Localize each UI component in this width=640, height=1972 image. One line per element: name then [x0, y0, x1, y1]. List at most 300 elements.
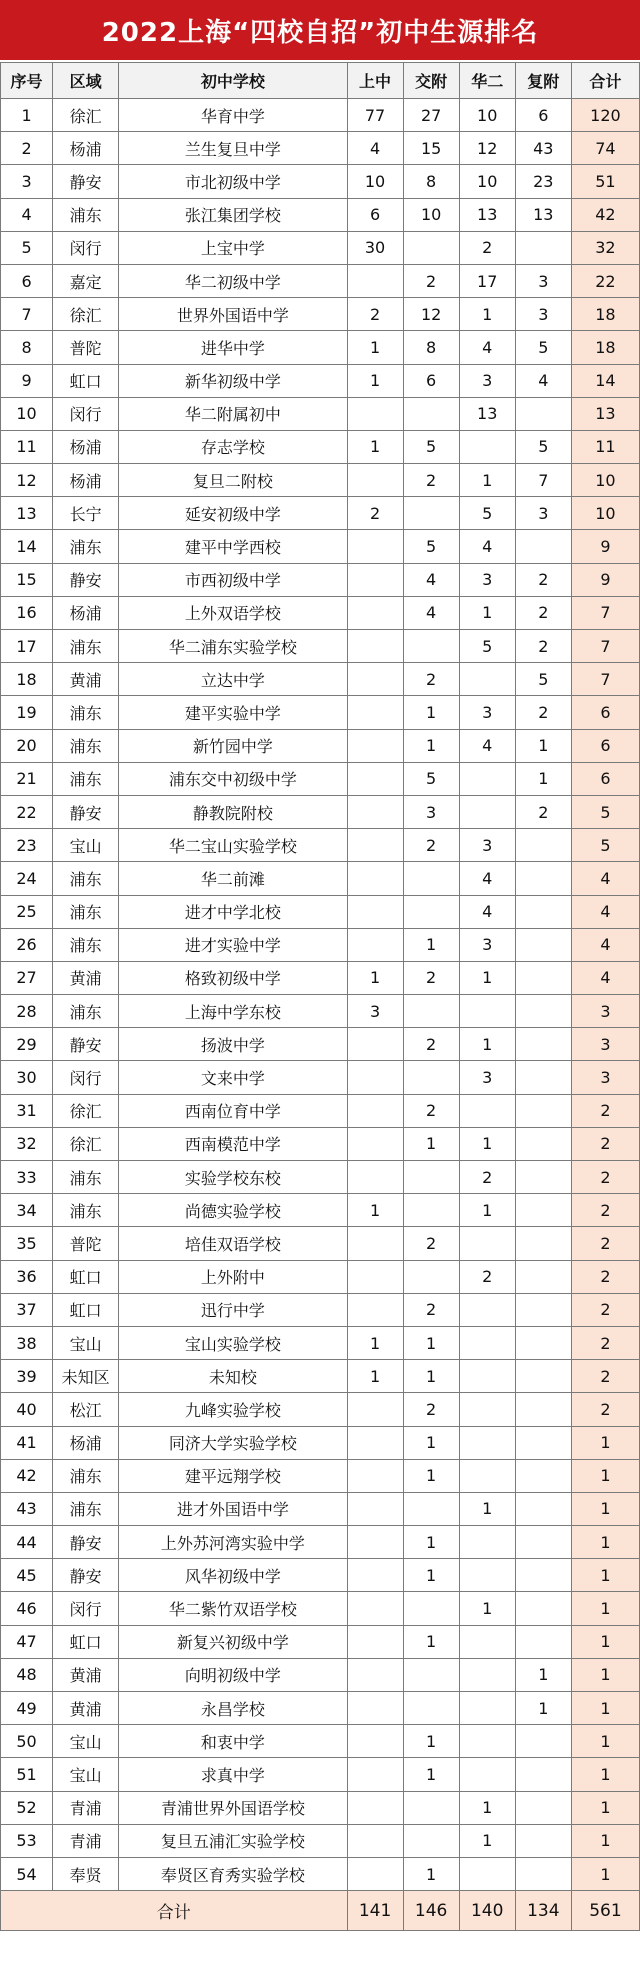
cell-school: 扬波中学 [119, 1028, 347, 1061]
cell-district: 浦东 [53, 928, 119, 961]
cell-jiaofu: 5 [403, 530, 459, 563]
table-row [1, 231, 640, 264]
cell-shangzhong [347, 1161, 403, 1194]
cell-district: 黄浦 [53, 1658, 119, 1691]
cell-shangzhong [347, 1658, 403, 1691]
table-row [1, 99, 640, 132]
cell-huaer [459, 1360, 515, 1393]
cell-total: 1 [571, 1625, 639, 1658]
cell-total: 2 [571, 1194, 639, 1227]
cell-total: 6 [571, 762, 639, 795]
cell-huaer: 10 [459, 99, 515, 132]
table-row [1, 198, 640, 231]
cell-district: 浦东 [53, 1459, 119, 1492]
cell-huaer: 3 [459, 1061, 515, 1094]
cell-total: 1 [571, 1559, 639, 1592]
cell-no: 15 [1, 563, 53, 596]
cell-total: 1 [571, 1658, 639, 1691]
cell-huaer [459, 795, 515, 828]
cell-total: 10 [571, 464, 639, 497]
cell-huaer [459, 1758, 515, 1791]
cell-school: 复旦二附校 [119, 464, 347, 497]
cell-no: 45 [1, 1559, 53, 1592]
cell-shangzhong [347, 795, 403, 828]
table-header [1, 63, 640, 99]
cell-no: 28 [1, 995, 53, 1028]
cell-total: 10 [571, 497, 639, 530]
cell-no: 41 [1, 1426, 53, 1459]
cell-district: 宝山 [53, 829, 119, 862]
cell-district: 闵行 [53, 397, 119, 430]
table-row [1, 1459, 640, 1492]
cell-no: 40 [1, 1393, 53, 1426]
cell-school: 浦东交中初级中学 [119, 762, 347, 795]
cell-district: 闵行 [53, 231, 119, 264]
table-row [1, 1360, 640, 1393]
cell-huaer: 1 [459, 1492, 515, 1525]
cell-school: 奉贤区育秀实验学校 [119, 1857, 347, 1890]
cell-shangzhong [347, 1393, 403, 1426]
cell-no: 7 [1, 298, 53, 331]
cell-fufu: 7 [515, 464, 571, 497]
cell-shangzhong [347, 829, 403, 862]
cell-district: 杨浦 [53, 430, 119, 463]
cell-no: 32 [1, 1127, 53, 1160]
cell-school: 新复兴初级中学 [119, 1625, 347, 1658]
cell-school: 建平远翔学校 [119, 1459, 347, 1492]
cell-total: 18 [571, 331, 639, 364]
cell-huaer [459, 1625, 515, 1658]
cell-huaer: 1 [459, 961, 515, 994]
table-row [1, 1658, 640, 1691]
cell-school: 兰生复旦中学 [119, 132, 347, 165]
cell-jiaofu [403, 1592, 459, 1625]
cell-jiaofu: 5 [403, 762, 459, 795]
cell-huaer: 1 [459, 1127, 515, 1160]
cell-district: 静安 [53, 795, 119, 828]
table-row [1, 464, 640, 497]
cell-huaer [459, 1393, 515, 1426]
cell-district: 静安 [53, 563, 119, 596]
cell-jiaofu [403, 1824, 459, 1857]
cell-school: 求真中学 [119, 1758, 347, 1791]
cell-district: 普陀 [53, 1227, 119, 1260]
cell-jiaofu: 2 [403, 1028, 459, 1061]
cell-fufu: 5 [515, 663, 571, 696]
cell-fufu: 1 [515, 1692, 571, 1725]
table-row [1, 696, 640, 729]
cell-district: 黄浦 [53, 663, 119, 696]
table-body [1, 99, 640, 1891]
cell-no: 11 [1, 430, 53, 463]
table-row [1, 1526, 640, 1559]
cell-no: 24 [1, 862, 53, 895]
header-row [1, 63, 640, 99]
header-total: 合计 [571, 63, 639, 99]
cell-school: 华二附属初中 [119, 397, 347, 430]
cell-shangzhong [347, 1459, 403, 1492]
cell-school: 和衷中学 [119, 1725, 347, 1758]
cell-shangzhong: 2 [347, 298, 403, 331]
cell-fufu [515, 995, 571, 1028]
cell-no: 27 [1, 961, 53, 994]
cell-fufu: 2 [515, 795, 571, 828]
cell-jiaofu [403, 231, 459, 264]
cell-huaer [459, 1227, 515, 1260]
header-no: 序号 [1, 63, 53, 99]
table-row [1, 1127, 640, 1160]
cell-shangzhong [347, 1061, 403, 1094]
cell-school: 延安初级中学 [119, 497, 347, 530]
cell-district: 徐汇 [53, 99, 119, 132]
cell-district: 徐汇 [53, 1127, 119, 1160]
cell-no: 22 [1, 795, 53, 828]
cell-fufu [515, 1061, 571, 1094]
cell-shangzhong [347, 862, 403, 895]
cell-shangzhong [347, 1526, 403, 1559]
cell-jiaofu: 4 [403, 596, 459, 629]
cell-no: 6 [1, 264, 53, 297]
cell-shangzhong: 1 [347, 1194, 403, 1227]
cell-fufu: 43 [515, 132, 571, 165]
cell-no: 30 [1, 1061, 53, 1094]
footer-fufu-sum: 134 [515, 1891, 571, 1931]
cell-total: 4 [571, 961, 639, 994]
cell-shangzhong [347, 663, 403, 696]
footer-huaer-sum: 140 [459, 1891, 515, 1931]
table-row [1, 1758, 640, 1791]
cell-huaer: 4 [459, 331, 515, 364]
cell-no: 34 [1, 1194, 53, 1227]
cell-jiaofu: 8 [403, 331, 459, 364]
cell-huaer: 3 [459, 696, 515, 729]
cell-huaer [459, 762, 515, 795]
cell-shangzhong: 2 [347, 497, 403, 530]
cell-total: 2 [571, 1326, 639, 1359]
cell-no: 19 [1, 696, 53, 729]
cell-jiaofu: 1 [403, 1127, 459, 1160]
cell-no: 12 [1, 464, 53, 497]
cell-huaer: 4 [459, 729, 515, 762]
cell-district: 虹口 [53, 1625, 119, 1658]
cell-jiaofu [403, 1692, 459, 1725]
cell-fufu [515, 1161, 571, 1194]
cell-no: 8 [1, 331, 53, 364]
cell-huaer: 1 [459, 464, 515, 497]
cell-district: 静安 [53, 165, 119, 198]
cell-jiaofu: 1 [403, 1526, 459, 1559]
cell-district: 浦东 [53, 1492, 119, 1525]
cell-shangzhong [347, 1293, 403, 1326]
cell-huaer [459, 663, 515, 696]
table-row [1, 1857, 640, 1890]
cell-school: 永昌学校 [119, 1692, 347, 1725]
cell-school: 迅行中学 [119, 1293, 347, 1326]
cell-shangzhong [347, 264, 403, 297]
cell-jiaofu [403, 630, 459, 663]
cell-jiaofu: 1 [403, 1426, 459, 1459]
cell-no: 23 [1, 829, 53, 862]
cell-fufu [515, 1758, 571, 1791]
cell-jiaofu [403, 497, 459, 530]
cell-total: 3 [571, 1061, 639, 1094]
table-row [1, 1492, 640, 1525]
cell-school: 上外附中 [119, 1260, 347, 1293]
cell-school: 建平中学西校 [119, 530, 347, 563]
cell-jiaofu [403, 1791, 459, 1824]
cell-school: 市西初级中学 [119, 563, 347, 596]
cell-district: 浦东 [53, 862, 119, 895]
cell-total: 7 [571, 630, 639, 663]
cell-fufu: 1 [515, 729, 571, 762]
cell-huaer: 3 [459, 364, 515, 397]
cell-shangzhong [347, 1592, 403, 1625]
cell-district: 长宁 [53, 497, 119, 530]
cell-no: 36 [1, 1260, 53, 1293]
cell-fufu [515, 231, 571, 264]
cell-school: 风华初级中学 [119, 1559, 347, 1592]
cell-no: 50 [1, 1725, 53, 1758]
cell-school: 上外双语学校 [119, 596, 347, 629]
cell-shangzhong [347, 1824, 403, 1857]
cell-no: 47 [1, 1625, 53, 1658]
cell-jiaofu [403, 1260, 459, 1293]
cell-district: 浦东 [53, 696, 119, 729]
table-row [1, 1559, 640, 1592]
cell-shangzhong: 10 [347, 165, 403, 198]
cell-huaer [459, 430, 515, 463]
table-row [1, 795, 640, 828]
table-row [1, 165, 640, 198]
cell-jiaofu: 2 [403, 1227, 459, 1260]
cell-total: 2 [571, 1393, 639, 1426]
cell-huaer: 13 [459, 198, 515, 231]
cell-shangzhong [347, 1758, 403, 1791]
cell-fufu [515, 829, 571, 862]
cell-jiaofu [403, 1161, 459, 1194]
table-row [1, 530, 640, 563]
cell-district: 普陀 [53, 331, 119, 364]
cell-jiaofu: 2 [403, 829, 459, 862]
cell-district: 浦东 [53, 762, 119, 795]
cell-fufu [515, 961, 571, 994]
cell-total: 1 [571, 1459, 639, 1492]
cell-no: 14 [1, 530, 53, 563]
cell-jiaofu [403, 1061, 459, 1094]
cell-school: 尚德实验学校 [119, 1194, 347, 1227]
cell-fufu [515, 1360, 571, 1393]
cell-jiaofu: 1 [403, 1459, 459, 1492]
cell-no: 17 [1, 630, 53, 663]
cell-huaer: 1 [459, 1592, 515, 1625]
cell-total: 1 [571, 1758, 639, 1791]
table-footer [1, 1891, 640, 1931]
cell-fufu [515, 1393, 571, 1426]
cell-huaer: 1 [459, 1028, 515, 1061]
cell-jiaofu: 8 [403, 165, 459, 198]
table-row [1, 1725, 640, 1758]
table-row [1, 1028, 640, 1061]
footer-jiaofu-sum: 146 [403, 1891, 459, 1931]
table-row [1, 132, 640, 165]
cell-shangzhong [347, 563, 403, 596]
cell-no: 38 [1, 1326, 53, 1359]
page-title: 2022上海“四校自招”初中生源排名 [0, 0, 640, 62]
cell-jiaofu: 1 [403, 696, 459, 729]
ranking-table [0, 62, 640, 1931]
footer-label: 合计 [1, 1891, 348, 1931]
cell-fufu [515, 1293, 571, 1326]
cell-jiaofu: 1 [403, 1725, 459, 1758]
cell-total: 9 [571, 530, 639, 563]
cell-shangzhong [347, 1227, 403, 1260]
cell-huaer: 13 [459, 397, 515, 430]
cell-jiaofu [403, 895, 459, 928]
cell-shangzhong [347, 1559, 403, 1592]
cell-total: 1 [571, 1592, 639, 1625]
cell-school: 文来中学 [119, 1061, 347, 1094]
cell-huaer: 1 [459, 596, 515, 629]
cell-shangzhong: 77 [347, 99, 403, 132]
cell-shangzhong: 1 [347, 364, 403, 397]
cell-jiaofu: 6 [403, 364, 459, 397]
cell-total: 14 [571, 364, 639, 397]
cell-total: 4 [571, 928, 639, 961]
cell-shangzhong [347, 596, 403, 629]
cell-jiaofu: 2 [403, 464, 459, 497]
cell-school: 上海中学东校 [119, 995, 347, 1028]
cell-shangzhong [347, 729, 403, 762]
table-row [1, 1094, 640, 1127]
cell-no: 1 [1, 99, 53, 132]
cell-district: 浦东 [53, 630, 119, 663]
cell-no: 16 [1, 596, 53, 629]
cell-no: 39 [1, 1360, 53, 1393]
cell-total: 4 [571, 895, 639, 928]
cell-total: 2 [571, 1094, 639, 1127]
cell-jiaofu: 27 [403, 99, 459, 132]
cell-school: 进才实验中学 [119, 928, 347, 961]
cell-huaer [459, 1094, 515, 1127]
table-row [1, 331, 640, 364]
cell-shangzhong [347, 928, 403, 961]
cell-fufu [515, 1592, 571, 1625]
cell-district: 浦东 [53, 895, 119, 928]
cell-no: 43 [1, 1492, 53, 1525]
cell-fufu: 5 [515, 331, 571, 364]
table-row [1, 630, 640, 663]
cell-no: 33 [1, 1161, 53, 1194]
cell-school: 新竹园中学 [119, 729, 347, 762]
table-row [1, 995, 640, 1028]
cell-fufu: 13 [515, 198, 571, 231]
cell-fufu [515, 1127, 571, 1160]
cell-shangzhong [347, 895, 403, 928]
cell-huaer: 3 [459, 928, 515, 961]
cell-huaer: 1 [459, 1194, 515, 1227]
cell-no: 46 [1, 1592, 53, 1625]
cell-shangzhong: 6 [347, 198, 403, 231]
cell-jiaofu: 1 [403, 1758, 459, 1791]
cell-school: 新华初级中学 [119, 364, 347, 397]
cell-total: 32 [571, 231, 639, 264]
cell-total: 1 [571, 1492, 639, 1525]
cell-district: 闵行 [53, 1061, 119, 1094]
cell-huaer [459, 1459, 515, 1492]
cell-no: 51 [1, 1758, 53, 1791]
cell-district: 宝山 [53, 1326, 119, 1359]
cell-shangzhong [347, 1028, 403, 1061]
cell-school: 培佳双语学校 [119, 1227, 347, 1260]
cell-jiaofu [403, 397, 459, 430]
header-school: 初中学校 [119, 63, 347, 99]
cell-district: 杨浦 [53, 1426, 119, 1459]
cell-district: 静安 [53, 1526, 119, 1559]
table-row [1, 663, 640, 696]
cell-no: 52 [1, 1791, 53, 1824]
table-row [1, 1692, 640, 1725]
cell-school: 世界外国语中学 [119, 298, 347, 331]
cell-jiaofu: 1 [403, 1857, 459, 1890]
cell-total: 120 [571, 99, 639, 132]
cell-district: 杨浦 [53, 464, 119, 497]
cell-jiaofu: 2 [403, 663, 459, 696]
cell-no: 37 [1, 1293, 53, 1326]
cell-fufu: 1 [515, 762, 571, 795]
cell-jiaofu: 1 [403, 1326, 459, 1359]
cell-fufu: 3 [515, 298, 571, 331]
header-district: 区域 [53, 63, 119, 99]
cell-district: 杨浦 [53, 132, 119, 165]
table-row [1, 364, 640, 397]
cell-district: 黄浦 [53, 1692, 119, 1725]
cell-shangzhong [347, 1492, 403, 1525]
table-row [1, 397, 640, 430]
cell-jiaofu: 12 [403, 298, 459, 331]
table-row [1, 1426, 640, 1459]
cell-huaer: 17 [459, 264, 515, 297]
cell-shangzhong [347, 1791, 403, 1824]
cell-shangzhong [347, 762, 403, 795]
cell-district: 浦东 [53, 530, 119, 563]
cell-school: 进华中学 [119, 331, 347, 364]
cell-no: 2 [1, 132, 53, 165]
cell-shangzhong [347, 696, 403, 729]
cell-district: 浦东 [53, 198, 119, 231]
cell-no: 26 [1, 928, 53, 961]
cell-fufu: 6 [515, 99, 571, 132]
cell-fufu: 5 [515, 430, 571, 463]
cell-fufu [515, 1492, 571, 1525]
cell-total: 1 [571, 1526, 639, 1559]
cell-district: 青浦 [53, 1791, 119, 1824]
table-row [1, 1061, 640, 1094]
cell-district: 静安 [53, 1559, 119, 1592]
cell-total: 2 [571, 1293, 639, 1326]
cell-huaer: 1 [459, 1791, 515, 1824]
cell-total: 2 [571, 1161, 639, 1194]
cell-district: 静安 [53, 1028, 119, 1061]
footer-total-row [1, 1891, 640, 1931]
cell-total: 6 [571, 696, 639, 729]
cell-total: 1 [571, 1857, 639, 1890]
cell-fufu [515, 928, 571, 961]
cell-fufu [515, 1725, 571, 1758]
cell-district: 徐汇 [53, 1094, 119, 1127]
cell-school: 实验学校东校 [119, 1161, 347, 1194]
cell-school: 进才中学北校 [119, 895, 347, 928]
cell-huaer: 2 [459, 1260, 515, 1293]
